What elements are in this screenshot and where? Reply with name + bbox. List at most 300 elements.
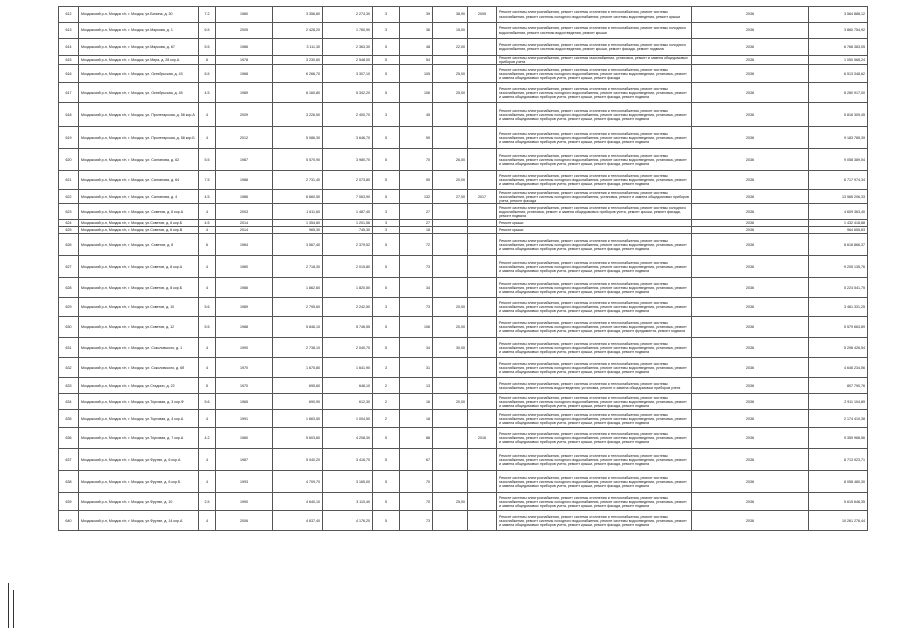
works-list-cell: Ремонт системы электроснабжения, ремонт системы отопления и теплоснабжения, ремонт системы холодного водоснабжения, ремонт системы водоотведения, ремонт крыши, ремонт фасада, ремонт подвала bbox=[497, 39, 692, 56]
floors-cell: 5 bbox=[373, 493, 400, 511]
address-cell: Моздокский р-н, Моздок г/п, г. Моздок, ул.Фрунзе, д. 6 кор.А bbox=[79, 449, 199, 471]
table-row bbox=[59, 234, 868, 256]
table-row bbox=[59, 149, 868, 171]
planned-year-cell: 2036 bbox=[692, 190, 809, 204]
residents-cell: 73 bbox=[400, 298, 433, 317]
last-repair-year-cell: 2005 bbox=[468, 7, 497, 23]
build-year-cell: 2005 bbox=[216, 23, 273, 39]
cost-cell: 5 816 309,45 bbox=[809, 103, 868, 127]
total-area-cell: 2 731,40 bbox=[273, 171, 323, 190]
residents-cell: 54 bbox=[400, 56, 433, 65]
works-list-cell: Ремонт системы электроснабжения, ремонт системы отопления и теплоснабжения, ремонт системы газоснабжения, ремонт системы холодного водоснабжения, ремонт системы водоотведения, установка, ремонт и замена общедомовых приборов учета, ремонт крыши, ремонт фасада, ремонт подвала bbox=[497, 358, 692, 378]
planned-year-cell: 2036 bbox=[692, 298, 809, 317]
table-row bbox=[59, 256, 868, 278]
table-row bbox=[59, 358, 868, 378]
address-cell: Моздокский р-н, Моздок г/п, г. Моздок, ул.Советов, д. 6 кор.Б bbox=[79, 220, 199, 227]
residents-cell: 31 bbox=[400, 358, 433, 378]
build-year-cell: 1989 bbox=[216, 298, 273, 317]
living-area-cell: 7 063,90 bbox=[323, 190, 373, 204]
floors-cell: 3 bbox=[373, 358, 400, 378]
wear-percent-cell: 20,00 bbox=[433, 171, 468, 190]
planned-year-cell: 2036 bbox=[692, 493, 809, 511]
wall-material-cell: 7.5 bbox=[199, 171, 216, 190]
planned-year-cell: 2036 bbox=[692, 234, 809, 256]
floors-cell: 5 bbox=[373, 428, 400, 449]
cost-cell: 9 183 785,39 bbox=[809, 127, 868, 149]
wall-material-cell: 2.5 bbox=[199, 493, 216, 511]
build-year-cell: 1990 bbox=[216, 493, 273, 511]
build-year-cell: 2012 bbox=[216, 127, 273, 149]
wall-material-cell: 6.5 bbox=[199, 65, 216, 83]
address-cell: Моздокский р-н, Моздок г/п, г. Моздок, ул. Пролетарская, д. 58 кор.Б bbox=[79, 127, 199, 149]
living-area-cell: 2 274,30 bbox=[323, 7, 373, 23]
residents-cell: 67 bbox=[400, 449, 433, 471]
residents-cell: 72 bbox=[400, 234, 433, 256]
cost-cell: 3 461 331,25 bbox=[809, 298, 868, 317]
row-number-cell: 628 bbox=[59, 278, 79, 298]
wall-material-cell: 5 bbox=[199, 378, 216, 394]
living-area-cell: 5 342,20 bbox=[323, 83, 373, 103]
planned-year-cell: 2036 bbox=[692, 256, 809, 278]
works-list-cell: Ремонт системы электроснабжения, ремонт системы отопления и теплоснабжения, ремонт системы газоснабжения, ремонт системы холодного водоснабжения, ремонт системы водоотведения, установка, ремонт и замена общедомовых приборов учета, ремонт крыши, ремонт фасада, ремонт подвала bbox=[497, 471, 692, 493]
living-area-cell: 1 820,50 bbox=[323, 278, 373, 298]
works-list-cell: Ремонт системы электроснабжения, ремонт системы отопления и теплоснабжения, ремонт системы газоснабжения, ремонт системы холодного водоснабжения, ремонт системы водоотведения, установка, ремонт и замена общедомовых приборов учета, ремонт крыши, ремонт фасада, ремонт подвала bbox=[497, 428, 692, 449]
living-area-cell: 1 004,50 bbox=[323, 410, 373, 428]
wear-percent-cell bbox=[433, 358, 468, 378]
last-repair-year-cell bbox=[468, 149, 497, 171]
residents-cell: 36 bbox=[400, 23, 433, 39]
cost-cell: 3 564 888,12 bbox=[809, 7, 868, 23]
last-repair-year-cell bbox=[468, 256, 497, 278]
works-list-cell: Ремонт системы электроснабжения, ремонт системы отопления и теплоснабжения, ремонт системы газоснабжения, ремонт системы холодного водоснабжения, ремонт системы водоотведения, установка, ремонт и замена общедомовых приборов учета, ремонт крыши, ремонт фасада, ремонт подвала bbox=[497, 234, 692, 256]
floors-cell: 3 bbox=[373, 23, 400, 39]
planned-year-cell: 2036 bbox=[692, 378, 809, 394]
table-row bbox=[59, 171, 868, 190]
last-repair-year-cell bbox=[468, 103, 497, 127]
wear-percent-cell bbox=[433, 511, 468, 531]
table-row bbox=[59, 127, 868, 149]
wear-percent-cell: 20,00 bbox=[433, 317, 468, 338]
last-repair-year-cell bbox=[468, 471, 497, 493]
floors-cell: 3 bbox=[373, 220, 400, 227]
works-list-cell: Ремонт системы электроснабжения, ремонт системы отопления и теплоснабжения, ремонт системы газоснабжения, ремонт системы холодного водоснабжения, ремонт системы водоотведения, установка, ремонт и замена общедомовых приборов учета, ремонт крыши, ремонт фасада, ремонт подвала bbox=[497, 149, 692, 171]
address-cell: Моздокский р-н, Моздок г/п, г. Моздок, ул.Бичина, д. 30 bbox=[79, 7, 199, 23]
works-list-cell: Ремонт системы электроснабжения, ремонт системы отопления и теплоснабжения, ремонт системы газоснабжения, ремонт системы холодного водоснабжения, ремонт системы водоотведения, установка, ремонт и замена общедомовых приборов учета, ремонт крыши, ремонт фасада, ремонт подвала bbox=[497, 278, 692, 298]
wear-percent-cell bbox=[433, 56, 468, 65]
wall-material-cell: 4 bbox=[199, 204, 216, 220]
floors-cell: 5 bbox=[373, 171, 400, 190]
living-area-cell: 1 487,40 bbox=[323, 204, 373, 220]
last-repair-year-cell bbox=[468, 298, 497, 317]
residents-cell: 18 bbox=[400, 410, 433, 428]
residents-cell: 106 bbox=[400, 317, 433, 338]
housing-repair-table bbox=[58, 6, 868, 531]
wear-percent-cell: 22,00 bbox=[433, 39, 468, 56]
residents-cell: 70 bbox=[400, 493, 433, 511]
address-cell: Моздокский р-н, Моздок г/п, г. Моздок, ул.Маркова, д. 1 bbox=[79, 23, 199, 39]
floors-cell: 5 bbox=[373, 511, 400, 531]
row-number-cell: 635 bbox=[59, 410, 79, 428]
address-cell: Моздокский р-н, Моздок г/п, г. Моздок, ул. Соколовского, д. 6б bbox=[79, 358, 199, 378]
floors-cell: 3 bbox=[373, 298, 400, 317]
floors-cell: 5 bbox=[373, 256, 400, 278]
wear-percent-cell bbox=[433, 220, 468, 227]
living-area-cell: 2 379,52 bbox=[323, 234, 373, 256]
address-cell: Моздокский р-н, Моздок г/п, г. Моздок, ул. Салганова, д. 4 bbox=[79, 190, 199, 204]
total-area-cell: 3 111,30 bbox=[273, 39, 323, 56]
build-year-cell: 1987 bbox=[216, 449, 273, 471]
works-list-cell: Ремонт системы электроснабжения, ремонт системы газоснабжения, установка, ремонт и замена общедомовых приборов учета bbox=[497, 56, 692, 65]
build-year-cell: 1990 bbox=[216, 338, 273, 358]
wear-percent-cell: 27,00 bbox=[433, 190, 468, 204]
address-cell: Моздокский р-н, Моздок г/п, г. Моздок, ул. Салганова, д. 64 bbox=[79, 171, 199, 190]
build-year-cell: 1980 bbox=[216, 7, 273, 23]
address-cell: Моздокский р-н, Моздок г/п, г. Моздок, ул.Советов, д. 10 bbox=[79, 298, 199, 317]
row-number-cell: 618 bbox=[59, 103, 79, 127]
build-year-cell: 1993 bbox=[216, 471, 273, 493]
residents-cell: 106 bbox=[400, 83, 433, 103]
wear-percent-cell: 25,00 bbox=[433, 83, 468, 103]
wear-percent-cell bbox=[433, 378, 468, 394]
wear-percent-cell bbox=[433, 103, 468, 127]
total-area-cell: 965,30 bbox=[273, 227, 323, 234]
table-row bbox=[59, 278, 868, 298]
total-area-cell: 2 738,10 bbox=[273, 338, 323, 358]
living-area-cell: 1 201,56 bbox=[323, 220, 373, 227]
build-year-cell: 2006 bbox=[216, 511, 273, 531]
planned-year-cell: 2036 bbox=[692, 204, 809, 220]
wall-material-cell: 7.2 bbox=[199, 7, 216, 23]
build-year-cell: 2014 bbox=[216, 227, 273, 234]
total-area-cell: 690,90 bbox=[273, 394, 323, 410]
cost-cell: 5 579 663,89 bbox=[809, 317, 868, 338]
build-year-cell: 2003 bbox=[216, 204, 273, 220]
table-row bbox=[59, 338, 868, 358]
works-list-cell: Ремонт системы электроснабжения, ремонт системы отопления и теплоснабжения, ремонт системы газоснабжения, ремонт системы холодного водоснабжения, ремонт системы водоотведения, ремонт крыши bbox=[497, 7, 692, 23]
living-area-cell: 2 015,80 bbox=[323, 256, 373, 278]
planned-year-cell: 2036 bbox=[692, 511, 809, 531]
row-number-cell: 613 bbox=[59, 23, 79, 39]
build-year-cell: 1965 bbox=[216, 394, 273, 410]
cost-cell: 8 280 917,00 bbox=[809, 83, 868, 103]
row-number-cell: 617 bbox=[59, 83, 79, 103]
address-cell: Моздокский р-н, Моздок г/п, г. Моздок, ул.Советов, д. 8 кор.Б bbox=[79, 278, 199, 298]
total-area-cell: 1 862,60 bbox=[273, 278, 323, 298]
address-cell: Моздокский р-н, Моздок г/п, г. Моздок, ул.Торговая, д. 4 кор.А bbox=[79, 410, 199, 428]
residents-cell: 34 bbox=[400, 338, 433, 358]
wall-material-cell: 4 bbox=[199, 338, 216, 358]
total-area-cell: 4 709,70 bbox=[273, 471, 323, 493]
planned-year-cell: 2036 bbox=[692, 449, 809, 471]
wear-percent-cell: 30,00 bbox=[433, 338, 468, 358]
works-list-cell: Ремонт системы электроснабжения, ремонт системы отопления и теплоснабжения, ремонт системы газоснабжения, ремонт системы холодного водоснабжения, ремонт системы водоотведения, установка, ремонт и замена общедомовых приборов учета, ремонт крыши, ремонт фасада, ремонт подвала bbox=[497, 511, 692, 531]
wall-material-cell: 4 bbox=[199, 449, 216, 471]
row-number-cell: 619 bbox=[59, 127, 79, 149]
living-area-cell: 2 363,30 bbox=[323, 39, 373, 56]
cost-cell: 13 566 206,33 bbox=[809, 190, 868, 204]
address-cell: Моздокский р-н, Моздок г/п, г. Моздок, ул.Фрунзе, д. 14 кор.А bbox=[79, 511, 199, 531]
total-area-cell: 2 718,30 bbox=[273, 256, 323, 278]
total-area-cell: 5 846,10 bbox=[273, 317, 323, 338]
cost-cell: 807 790,76 bbox=[809, 378, 868, 394]
living-area-cell: 3 980,70 bbox=[323, 149, 373, 171]
living-area-cell: 2 548,00 bbox=[323, 56, 373, 65]
build-year-cell: 1970 bbox=[216, 378, 273, 394]
works-list-cell: Ремонт системы электроснабжения, ремонт системы отопления и теплоснабжения, ремонт системы газоснабжения, ремонт системы холодного водоснабжения, ремонт системы водоотведения, установка, ремонт и замена общедомовых приборов учета, ремонт крыши, ремонт фасада, ремонт подвала bbox=[497, 449, 692, 471]
wall-material-cell: 4 bbox=[199, 511, 216, 531]
floors-cell: 2 bbox=[373, 378, 400, 394]
planned-year-cell: 2036 bbox=[692, 471, 809, 493]
works-list-cell: Ремонт крыши bbox=[497, 227, 692, 234]
build-year-cell: 1986 bbox=[216, 190, 273, 204]
wear-percent-cell bbox=[433, 256, 468, 278]
works-list-cell: Ремонт системы электроснабжения, ремонт системы отопления и теплоснабжения, ремонт системы газоснабжения, ремонт системы холодного водоснабжения, установка, ремонт и замена общедомовых приборов учета, ремонт фасада bbox=[497, 190, 692, 204]
floors-cell: 5 bbox=[373, 449, 400, 471]
wall-material-cell: 4 bbox=[199, 358, 216, 378]
total-area-cell: 5 603,60 bbox=[273, 428, 323, 449]
last-repair-year-cell bbox=[468, 378, 497, 394]
row-number-cell: 622 bbox=[59, 190, 79, 204]
planned-year-cell: 2036 bbox=[692, 7, 809, 23]
cost-cell: 6 513 348,62 bbox=[809, 65, 868, 83]
residents-cell: 34 bbox=[400, 278, 433, 298]
build-year-cell: 1989 bbox=[216, 83, 273, 103]
table-row bbox=[59, 511, 868, 531]
total-area-cell: 8 660,50 bbox=[273, 190, 323, 204]
last-repair-year-cell bbox=[468, 171, 497, 190]
last-repair-year-cell bbox=[468, 317, 497, 338]
works-list-cell: Ремонт системы электроснабжения, ремонт системы отопления и теплоснабжения, ремонт системы холодного водоснабжения, установка, ремонт и замена общедомовых приборов учета, ремонт крыши, ремонт фасада, ремонт подвала bbox=[497, 204, 692, 220]
residents-cell: 88 bbox=[400, 428, 433, 449]
last-repair-year-cell bbox=[468, 83, 497, 103]
planned-year-cell: 2036 bbox=[692, 56, 809, 65]
table-row bbox=[59, 220, 868, 227]
table-row bbox=[59, 428, 868, 449]
row-number-cell: 630 bbox=[59, 317, 79, 338]
total-area-cell: 6 160,80 bbox=[273, 83, 323, 103]
wall-material-cell: 6 bbox=[199, 56, 216, 65]
last-repair-year-cell bbox=[468, 39, 497, 56]
works-list-cell: Ремонт системы электроснабжения, ремонт системы отопления и теплоснабжения, ремонт системы газоснабжения, ремонт системы водоотведения, установка, ремонт и замена общедомовых приборов учета bbox=[497, 378, 692, 394]
living-area-cell: 3 110,40 bbox=[323, 493, 373, 511]
works-list-cell: Ремонт крыши bbox=[497, 220, 692, 227]
works-list-cell: Ремонт системы электроснабжения, ремонт системы отопления и теплоснабжения, ремонт системы газоснабжения, ремонт системы холодного водоснабжения, ремонт системы водоотведения, установка, ремонт и замена общедомовых приборов учета, ремонт крыши, ремонт фасада, ремонт подвала bbox=[497, 127, 692, 149]
living-area-cell: 5 746,55 bbox=[323, 317, 373, 338]
planned-year-cell: 2036 bbox=[692, 83, 809, 103]
residents-cell: 45 bbox=[400, 103, 433, 127]
works-list-cell: Ремонт системы электроснабжения, ремонт системы отопления и теплоснабжения, ремонт системы газоснабжения, ремонт системы холодного водоснабжения, ремонт системы водоотведения, установка, ремонт и замена общедомовых приборов учета, ремонт крыши, ремонт фасада bbox=[497, 65, 692, 83]
floors-cell: 5 bbox=[373, 190, 400, 204]
total-area-cell: 2 795,60 bbox=[273, 298, 323, 317]
last-repair-year-cell bbox=[468, 410, 497, 428]
wall-material-cell: 4 bbox=[199, 227, 216, 234]
wall-material-cell: 5.6 bbox=[199, 394, 216, 410]
planned-year-cell: 2036 bbox=[692, 227, 809, 234]
floors-cell: 5 bbox=[373, 278, 400, 298]
row-number-cell: 634 bbox=[59, 394, 79, 410]
address-cell: Моздокский р-н, Моздок г/п, г. Моздок, ул.Советов, д. 8 кор.А bbox=[79, 256, 199, 278]
living-area-cell: 1 760,90 bbox=[323, 23, 373, 39]
total-area-cell: 5 086,30 bbox=[273, 127, 323, 149]
build-year-cell: 2014 bbox=[216, 220, 273, 227]
last-repair-year-cell bbox=[468, 358, 497, 378]
floors-cell: 5 bbox=[373, 83, 400, 103]
works-list-cell: Ремонт системы электроснабжения, ремонт системы отопления и теплоснабжения, ремонт системы холодного водоснабжения, ремонт системы водоотведения, ремонт крыши bbox=[497, 23, 692, 39]
last-repair-year-cell bbox=[468, 227, 497, 234]
margin-line bbox=[8, 583, 9, 628]
residents-cell: 105 bbox=[400, 65, 433, 83]
planned-year-cell: 2036 bbox=[692, 358, 809, 378]
works-list-cell: Ремонт системы электроснабжения, ремонт системы отопления и теплоснабжения, ремонт системы газоснабжения, ремонт системы холодного водоснабжения, ремонт системы водоотведения, установка, ремонт и замена общедомовых приборов учета, ремонт крыши, ремонт фасада, ремонт подвала bbox=[497, 493, 692, 511]
wall-material-cell: 6 bbox=[199, 234, 216, 256]
row-number-cell: 636 bbox=[59, 428, 79, 449]
floors-cell: 2 bbox=[373, 410, 400, 428]
total-area-cell: 4 640,10 bbox=[273, 493, 323, 511]
row-number-cell: 637 bbox=[59, 449, 79, 471]
margin-line bbox=[13, 590, 14, 628]
table-row bbox=[59, 317, 868, 338]
build-year-cell: 1980 bbox=[216, 428, 273, 449]
address-cell: Моздокский р-н, Моздок г/п, г. Моздок, ул.Мира, д. 28 кор.А bbox=[79, 56, 199, 65]
planned-year-cell: 2036 bbox=[692, 317, 809, 338]
living-area-cell: 3 165,00 bbox=[323, 471, 373, 493]
residents-cell: 73 bbox=[400, 511, 433, 531]
cost-cell: 3 860 754,92 bbox=[809, 23, 868, 39]
cost-cell: 8 058 480,30 bbox=[809, 471, 868, 493]
total-area-cell: 3 230,60 bbox=[273, 56, 323, 65]
address-cell: Моздокский р-н, Моздок г/п, г. Моздок, ул.Стадион, д. 22 bbox=[79, 378, 199, 394]
wear-percent-cell bbox=[433, 127, 468, 149]
floors-cell: 5 bbox=[373, 56, 400, 65]
residents-cell: 73 bbox=[400, 256, 433, 278]
cost-cell: 6 768 383,05 bbox=[809, 39, 868, 56]
works-list-cell: Ремонт системы электроснабжения, ремонт системы отопления и теплоснабжения, ремонт системы газоснабжения, ремонт системы холодного водоснабжения, ремонт системы водоотведения, установка, ремонт и замена общедомовых приборов учета, ремонт крыши, ремонт фасада, ремонт фундамента, ремонт подвала bbox=[497, 317, 692, 338]
wear-percent-cell: 26,00 bbox=[433, 149, 468, 171]
wall-material-cell: 4 bbox=[199, 256, 216, 278]
total-area-cell: 3 226,50 bbox=[273, 103, 323, 127]
living-area-cell: 612,30 bbox=[323, 394, 373, 410]
wear-percent-cell bbox=[433, 227, 468, 234]
table-row bbox=[59, 83, 868, 103]
row-number-cell: 632 bbox=[59, 358, 79, 378]
residents-cell: 27 bbox=[400, 220, 433, 227]
planned-year-cell: 2036 bbox=[692, 394, 809, 410]
build-year-cell: 1987 bbox=[216, 149, 273, 171]
cost-cell: 10 261 276,44 bbox=[809, 511, 868, 531]
row-number-cell: 639 bbox=[59, 493, 79, 511]
last-repair-year-cell bbox=[468, 338, 497, 358]
wear-percent-cell bbox=[433, 449, 468, 471]
last-repair-year-cell bbox=[468, 449, 497, 471]
table-row bbox=[59, 378, 868, 394]
table-row bbox=[59, 7, 868, 23]
planned-year-cell: 2036 bbox=[692, 278, 809, 298]
total-area-cell: 5 570,90 bbox=[273, 149, 323, 171]
last-repair-year-cell bbox=[468, 56, 497, 65]
floors-cell: 3 bbox=[373, 227, 400, 234]
build-year-cell: 2009 bbox=[216, 103, 273, 127]
living-area-cell: 648,10 bbox=[323, 378, 373, 394]
address-cell: Моздокский р-н, Моздок г/п, г. Моздок, ул.Маркова, д. 67 bbox=[79, 39, 199, 56]
row-number-cell: 631 bbox=[59, 338, 79, 358]
planned-year-cell: 2036 bbox=[692, 65, 809, 83]
table-row bbox=[59, 394, 868, 410]
planned-year-cell: 2036 bbox=[692, 171, 809, 190]
build-year-cell: 1988 bbox=[216, 171, 273, 190]
residents-cell: 18 bbox=[400, 227, 433, 234]
last-repair-year-cell bbox=[468, 65, 497, 83]
cost-cell: 9 205 135,76 bbox=[809, 256, 868, 278]
living-area-cell: 4 176,20 bbox=[323, 511, 373, 531]
living-area-cell: 2 073,80 bbox=[323, 171, 373, 190]
total-area-cell: 1 611,60 bbox=[273, 204, 323, 220]
row-number-cell: 615 bbox=[59, 56, 79, 65]
wear-percent-cell bbox=[433, 234, 468, 256]
address-cell: Моздокский р-н, Моздок г/п, г. Моздок, ул.Фрунзе, д. 10 bbox=[79, 493, 199, 511]
living-area-cell: 3 307,10 bbox=[323, 65, 373, 83]
build-year-cell: 1978 bbox=[216, 56, 273, 65]
last-repair-year-cell bbox=[468, 278, 497, 298]
last-repair-year-cell bbox=[468, 493, 497, 511]
table-row bbox=[59, 298, 868, 317]
total-area-cell: 1 663,50 bbox=[273, 410, 323, 428]
row-number-cell: 624 bbox=[59, 220, 79, 227]
floors-cell: 5 bbox=[373, 234, 400, 256]
floors-cell: 5 bbox=[373, 65, 400, 83]
wear-percent-cell bbox=[433, 278, 468, 298]
cost-cell: 5 615 646,35 bbox=[809, 493, 868, 511]
planned-year-cell: 2036 bbox=[692, 220, 809, 227]
address-cell: Моздокский р-н, Моздок г/п, г. Моздок, ул. Советов, д. 6 кор.А bbox=[79, 204, 199, 220]
last-repair-year-cell bbox=[468, 127, 497, 149]
floors-cell: 5 bbox=[373, 338, 400, 358]
wear-percent-cell bbox=[433, 204, 468, 220]
wall-material-cell: 5.5 bbox=[199, 39, 216, 56]
living-area-cell: 2 040,70 bbox=[323, 338, 373, 358]
floors-cell: 3 bbox=[373, 204, 400, 220]
wear-percent-cell: 20,00 bbox=[433, 394, 468, 410]
table-row bbox=[59, 103, 868, 127]
planned-year-cell: 2036 bbox=[692, 23, 809, 39]
total-area-cell: 4 637,40 bbox=[273, 511, 323, 531]
last-repair-year-cell: 2016 bbox=[468, 428, 497, 449]
cost-cell: 5 224 541,75 bbox=[809, 278, 868, 298]
row-number-cell: 633 bbox=[59, 378, 79, 394]
wall-material-cell: 5.5 bbox=[199, 317, 216, 338]
works-list-cell: Ремонт системы электроснабжения, ремонт системы отопления и теплоснабжения, ремонт системы газоснабжения, ремонт системы холодного водоснабжения, ремонт системы водоотведения, установка, ремонт и замена общедомовых приборов учета, ремонт крыши, ремонт фасада, ремонт подвала bbox=[497, 103, 692, 127]
total-area-cell: 5 040,20 bbox=[273, 449, 323, 471]
cost-cell: 964 655,63 bbox=[809, 227, 868, 234]
planned-year-cell: 2036 bbox=[692, 428, 809, 449]
residents-cell: 39 bbox=[400, 7, 433, 23]
wear-percent-cell: 20,00 bbox=[433, 298, 468, 317]
cost-cell: 4 646 234,56 bbox=[809, 358, 868, 378]
address-cell: Моздокский р-н, Моздок г/п, г. Моздок, ул. Советов, д. 8 bbox=[79, 234, 199, 256]
cost-cell: 8 713 923,71 bbox=[809, 449, 868, 471]
residents-cell: 59 bbox=[400, 171, 433, 190]
residents-cell: 132 bbox=[400, 190, 433, 204]
table-row bbox=[59, 190, 868, 204]
build-year-cell: 1991 bbox=[216, 410, 273, 428]
table-row bbox=[59, 23, 868, 39]
living-area-cell: 4 208,30 bbox=[323, 428, 373, 449]
wall-material-cell: 4 bbox=[199, 410, 216, 428]
works-list-cell: Ремонт системы электроснабжения, ремонт системы отопления и теплоснабжения, ремонт системы газоснабжения, ремонт системы холодного водоснабжения, ремонт системы водоотведения, установка, ремонт и замена общедомовых приборов учета, ремонт крыши, ремонт фасада, ремонт подвала bbox=[497, 83, 692, 103]
address-cell: Моздокский р-н, Моздок г/п, г. Моздок, ул.Торговая, д. 3 кор.Ф bbox=[79, 394, 199, 410]
living-area-cell: 3 416,70 bbox=[323, 449, 373, 471]
planned-year-cell: 2036 bbox=[692, 127, 809, 149]
cost-cell: 2 174 410,38 bbox=[809, 410, 868, 428]
